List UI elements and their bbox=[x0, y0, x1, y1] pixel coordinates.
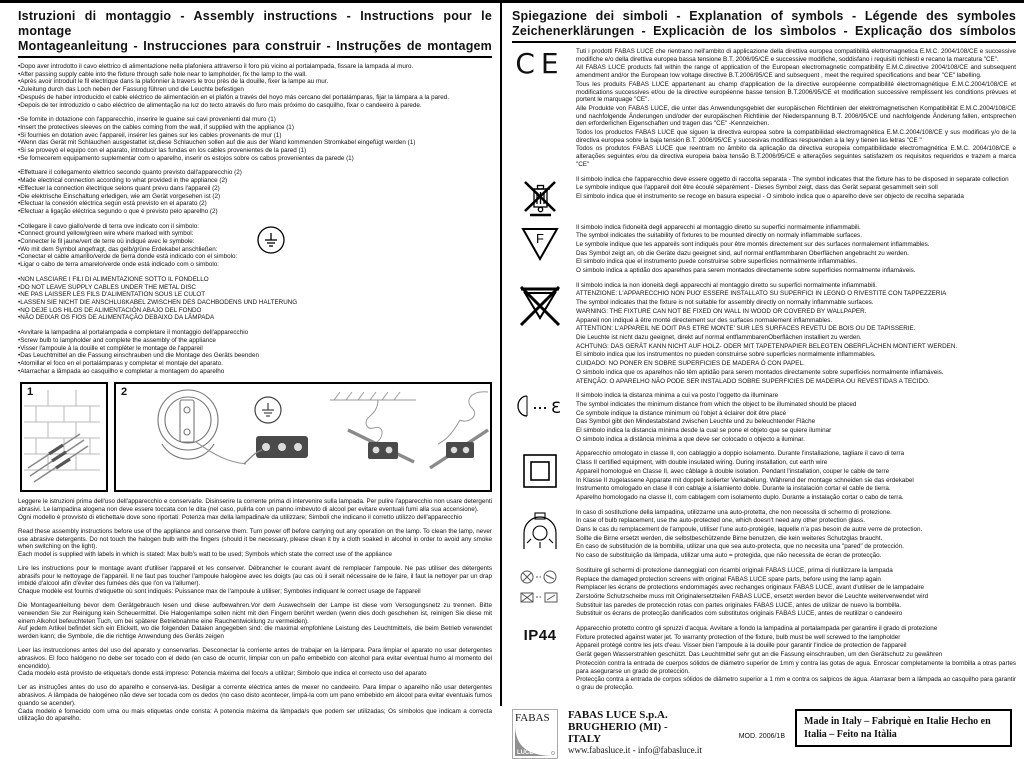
instruction-line: •Se fornite in dotazione con l'apparecchio, inserire le guaine sui cavi provenienti dal muro (1) bbox=[18, 116, 276, 124]
earth-ground-icon bbox=[256, 225, 286, 255]
model-code: MOD. 2006/1B bbox=[738, 732, 785, 740]
instruction-line: •Efectuar la conexión eléctrica según está previsto en el aparato (2) bbox=[18, 200, 207, 208]
svg-text:F: F bbox=[536, 230, 544, 246]
instruction-line: •Conectar el cable amarillo/verde de tierra donde está indicado con el simbolo: bbox=[18, 253, 238, 261]
instruction-line: •Avvitare la lampadina al portalampada e completare il montaggio dell'apparecchio bbox=[18, 329, 249, 337]
right-title-line1: Spiegazione dei simboli - Explanation of symbols - Légende des symboles bbox=[512, 9, 1016, 23]
legend-line: No caso de substituição da lâmpada, utilizar uma auto = protegida, que não necessita de écran de protecção. bbox=[576, 552, 882, 560]
instruction-line: •Se fornecerem equipamento suplementar com o aparelho, inserir os estojos sobre os cabos provenientes da parede (1) bbox=[18, 154, 354, 162]
svg-text:FABAS: FABAS bbox=[515, 711, 550, 724]
legend-line: Protección contra la entrada de cuerpos sólidos de diámetro superior de 1mm y contra las gotas de agua. Enroscar completamente la bombilla a otras partes para asegurarse un grado de protección. bbox=[576, 659, 1016, 675]
company-name: FABAS LUCE S.p.A. bbox=[568, 708, 668, 721]
instruction-line: •Depois de ter introduzido o cabo eléctrico de alimentação na luz do tecto através do furo mais próximo do casquilho, fixar o candeeiro à parede. bbox=[18, 101, 422, 109]
instruction-line: •Wenn das Gerät mit Schlauchen ausgestattet ist,diese Schlauchen sollen auf die aus der Wand kommenden Stromkabel eingefügt werden (1) bbox=[18, 139, 416, 147]
legend-line: En caso de substitución de la bombilla, utilizar una que sea auto-protecta, que no necesita una "pared" de protección. bbox=[576, 543, 904, 551]
legend-line: Le symbole indique que l'appareil doit être écoulé séparément - Dieses Symbol zeigt, dass das Gerät separat gesammelt sein soll bbox=[576, 184, 938, 192]
legend-line: In caso di sostituzione della lampadina, utilizzarne una auto-protetta, che non necessita di schermo di protezione. bbox=[576, 508, 892, 516]
legend-line: Todos os produtos FABAS LUCE que reentram no âmbito da aplicação da directiva europeia compatibilidade electromagnética E.M.C. 2004/108/CE e alterações seguintes e/ou da directiva europeia baixa tensão B.T.2006/95/CE e alterações seguintes satisfazem os requisitos requeridos e trazem a marca "CE" bbox=[576, 145, 1016, 168]
legend-line: In case of bulb replacement, use the auto-protected one, which doesn't need any other protection glass. bbox=[576, 517, 865, 525]
instruction-line: •Visser l'ampoule à la douille et compléter le montage de l'appareil bbox=[18, 344, 203, 352]
instruction-group-3 bbox=[18, 169, 492, 215]
usage-paragraph: Ler as instruções antes do uso do aparelho e conservá-las. Desligar a corrente eléctrica antes de mexer no candeeiro. Para limpar o aparelho não usar detergentes abrasivos. A lâmpada de halogéneo não deve ser tocada com os dedos (no caso disto acontecer, limpá-la com um pano embebido em álcool para evitar eventuais fumos quando se acender). Cada modelo é fornecido com uma ou mais etiquetas onde consta: A potencia máxima da lâmpada/s que podem ser utilizadas; Os símbolos que indicam a correcta utilização do aparelho. bbox=[18, 684, 492, 723]
legend-line: Le symbole indique que les appareils sont indiqués pour être montés directement sur des surfaces normalement inflammables. bbox=[576, 240, 930, 248]
weee-crossed-bin-icon bbox=[522, 178, 558, 218]
symbol-row-f-triangle bbox=[512, 224, 1016, 276]
instruction-line: •Connecter le fil jaune/vert de terre où indiqué avec le symbole: bbox=[18, 238, 195, 246]
instruction-line: •NON LASCIARE I FILI DI ALIMENTAZIONE SOTTO IL FONDELLO bbox=[18, 275, 209, 283]
assembly-instructions-column bbox=[0, 3, 500, 723]
instruction-line: •Collegare il cavo giallo/verde di terra ove indicato con il simbolo: bbox=[18, 222, 200, 230]
figure-2-number: 2 bbox=[121, 386, 128, 399]
legend-line: Protecção contra a entrada de corpos sólidos de diâmetro superior a 1 mm e contra os salpicos de água. Atarraxar bem a lâmpada ao casquilho para garantir o grau de protecção. bbox=[576, 676, 1016, 691]
legend-line: ACHTUNG: DAS GERÄT KANN NICHT AUF HOLZ- ODER MIT TAPETENPAPIER BELEGTEN OBERFLÄCHEN MONTIERT WERDEN. bbox=[576, 342, 958, 350]
instruction-line: •Zuleitung durch das Loch neben der Fassung führen und die Leuchte befestigen bbox=[18, 86, 244, 94]
legend-line: Das Symbol zeigt an, ob die Geräte dazu geeignet sind, auf normal entflammbaren Oberflächen angebracht zu werden. bbox=[576, 249, 909, 257]
legend-line: Tous les produits FABAS LUCE appartenant au champ d'application de la directive européenne compatibilité électromagnétique E.M.C.2004/108/CE et modifications successives et/ou de la directive européenne basse tension B.T.2006/95/CE et modification successive remplissent les conditions prèvues et portent le marquage "CE". bbox=[576, 80, 1016, 104]
instruction-group-2 bbox=[18, 116, 492, 162]
instruction-line: •NE PAS LAISSER LES FILS D'ALIMENTATION SOUS LE CULOT bbox=[18, 291, 206, 299]
instruction-line: •After passing supply cable into the fixture through safe hole near to lampholder, fix the lamp to the wall. bbox=[18, 70, 307, 78]
legend-line: Todos los productos FABAS LUCE que siguen la directiva europea sobre la compatibilidad electromagnética E.M.C.2004/108/CE y sus modificas y/o de la directiva europea sobre la baja tensión B.T. 2006/95/CE y succesivas modificas respuenden a la ley y tienen las letras "CE " bbox=[576, 129, 1016, 144]
legend-line: El simbolo indica que los instrumentos no pueden construirse sobre superficies normalmente inflammables. bbox=[576, 351, 876, 359]
self-protected-bulb-icon bbox=[518, 511, 562, 553]
instruction-line: •Das Leuchtmittel an die Fassung einschrauben und die Montage des Geräts beenden bbox=[18, 352, 259, 360]
left-title-line1: Istruzioni di montaggio - Assembly instructions - Instructions pour le montage bbox=[18, 9, 492, 38]
legend-line: Replace the damaged protection screens with original FABAS LUCE spare parts, before using the lamp again bbox=[576, 575, 881, 583]
usage-paragraph: Leggere le istruzioni prima dell'uso dell'apparecchio e conservarle. Disinserire la corrente prima di intervenire sulla lampada. Per pulire l'apparecchio non usare detergenti abrasivi. Le lampadina alogena non deve essere toccata con le dita (nel caso, pulirla con un panno imbevuto di alcool per evitare eventuali fumi alla sua accensione). Ogni modello è provvisto di etichetta/e dove sono riportati: Potenza max della lampadina/e da utilizzare; Simboli che indicano il corretto utilizzo dell'apparecchio bbox=[18, 498, 492, 521]
legend-line: Gerät gegen Wasserstrahlen geschützt. Das Leuchtmittel sehr gut an die Fassung einschrauben, um den Gerätschutz zu gewähren bbox=[576, 651, 943, 659]
legend-line: ATTENTION: L'APPAREIL NE DOIT PAS ETRE MONTE' SUR LES SURFACES REVETU DE BOIS OU DE TAPISSERIE. bbox=[576, 325, 916, 333]
legend-line: O simbolo indica que os aparelhos não têm aptidão para serem montados directamente sobre superficies normalmente inflamáveis. bbox=[576, 368, 944, 376]
instruction-line: •Effettuare il collegamento elettrico secondo quanto previsto dall'apparecchio (2) bbox=[18, 169, 242, 177]
legend-line: The symbol indicates the minimum distance from which the object to be illuminated should be placed bbox=[576, 400, 857, 408]
legend-line: Il simbolo indica che l'apparecchio deve essere oggetto di raccolta separata - The symbol indicates that the fixture has to be disposed in separate collection bbox=[576, 175, 1009, 183]
legend-line: CUIDADO: NO PONER EN SOBRE SUPERFICIES DE MADERA Ó CON PAPEL. bbox=[576, 360, 805, 368]
legend-line: Apparecchio protetto contro gli spruzzi d'acqua. Avvitare a fondo la lampadina al portalampada per garantire il grado di protezione bbox=[576, 625, 938, 633]
instruction-line: •Ligar o cabo de terra amarelo/verde onde está indicado com o simbolo: bbox=[18, 261, 220, 269]
legend-line: Apparecchio omologato in classe II, con cablaggio a doppio isolamento. Durante l'installazione, tagliare il cavo di terra bbox=[576, 450, 905, 458]
footer bbox=[512, 709, 1016, 759]
left-title bbox=[18, 9, 492, 58]
instruction-group-1 bbox=[18, 63, 492, 109]
legend-line: Die Leuchte ist nicht dazu geeignet, direkt auf normal entflammbarenOberflächen installiert zu werden. bbox=[576, 333, 862, 341]
instruction-line: •Après avoir introduit le fil electrique dans la plafonnier à travers le trou près de la douille, fixer la lampe au mur. bbox=[18, 78, 329, 86]
legend-line: Das Symbol gibt den Mindestabstand zwischen Leuchte und zu beleuchtender Fläche bbox=[576, 418, 816, 426]
legend-line: Aparelho homologado na classe II, com cablagem com isolamento duplo. Durante a instalação cortar o cabo de terra. bbox=[576, 493, 904, 501]
instruction-line: •Made electrical connection according to what provided in the appliance (2) bbox=[18, 177, 228, 185]
legend-line: WARNING: THE FIXTURE CAN NOT BE FIXED ON WALL IN WOOD OR COVERED BY WALLPAPER. bbox=[576, 307, 867, 315]
symbol-row-distance bbox=[512, 392, 1016, 444]
legend-line: Substituir os écrans de protecção danificados com substitutos originais FABAS LUCE, antes de reutilizar o candeeiro bbox=[576, 610, 903, 618]
usage-paragraph: Read these assembly instructions before use of the appliance and conserve them. Turn power off before carrying out any operation on the lamp. To clean the lamp, never use abrasive detergents. Do not touch the halogen bulb with the fingers (should it be necessary, please clean it by a cloth soaked in alcohol in order to avoid any smoke when switching on the light). Each model is supplied with labels in which is stated: Max bulb's watt to be used; Symbols which state the correct use of the appliance bbox=[18, 527, 492, 559]
legend-line: Appareil homologué en Classe II, avec câblage à double isolation. Pendant l'installation, couper le cable de terre bbox=[576, 467, 890, 475]
instruction-line: •Dopo aver introdotto il cavo elettrico di alimentazione nella plafoniera attraverso il foro più vicino al portalampada, fissare la lampada al muro. bbox=[18, 63, 414, 70]
usage-paragraphs bbox=[18, 498, 492, 723]
legend-line: Dans le cas du remplacement de l'ampoule, utiliser l'une auto-protégée, laquelle n'a pas besoin de autre verre de protection. bbox=[576, 526, 923, 534]
minimum-distance-icon bbox=[517, 394, 563, 418]
instruction-line: •Después de haber introducido el cable eléctrico de alimentación en el plafón a través del hoyo más cercano del portalámparas, fijar la lámpara a la pared. bbox=[18, 93, 449, 101]
company-web: www.fabasluce.it - info@fabasluce.it bbox=[568, 744, 702, 755]
instruction-line: •Effectuer la connection électrique selons quant prevu dans l'appareil (2) bbox=[18, 184, 220, 192]
instruction-line: •Connect ground yellow/green wire where marked with symbol: bbox=[18, 230, 194, 238]
instruction-line: •DO NOT LEAVE SUPPLY CABLES UNDER THE METAL DISC bbox=[18, 283, 196, 291]
instruction-line: •Insert the protectives sleeves on the cables coming from the wall, if supplied with the appliance (1) bbox=[18, 123, 294, 131]
company-block bbox=[568, 709, 703, 755]
legend-line: Alle Produkte von FABAS LUCE, die unter das Anwendungsgebiet der europäischen Richtlinien der elektromagnetischen Kompatibilität E.M.C.2004/108/CE und nachfolgende Änderungen und/oder der europäischen Richtlinie der Niederspannung B.T. 2006/95/CE und nachfolgende Änderung fallen, entsprechen den erforderlichen Eigenschaften und tragen das "CE" -Kennzeichen. bbox=[576, 104, 1016, 128]
instruction-line: •Atornillar el foco en el portalámparas y completar el montaje del aparato. bbox=[18, 359, 223, 367]
symbols-legend-column bbox=[502, 3, 1024, 756]
legend-line: Appareil protégé contre les jets d'eau. Visser bien l'ampoule à la douille pour garantir l'indice de protection de l'appareil bbox=[576, 642, 907, 650]
instruction-line: •Die elektrische Einschaltung erledigen, wie am Gerät vorgesehen ist (2) bbox=[18, 192, 221, 200]
figure-1-number: 1 bbox=[27, 386, 34, 399]
symbol-row-class2 bbox=[512, 450, 1016, 502]
legend-line: Sostituire gli schermi di protezione danneggiati con ricambi originali FABAS LUCE, prima di riutilizzare la lampada bbox=[576, 566, 893, 574]
legend-line: El simbolo indica la distancia mínima desde la cual se pone el objeto que se quiere iluminar bbox=[576, 427, 832, 435]
f-triangle-icon bbox=[520, 226, 560, 262]
made-in-italy-box: Made in Italy – Fabriquè en Italie Hecho en Italia – Feito na Itàlia bbox=[795, 709, 1012, 747]
legend-line: The symbol indicates the suitability of fixtures to be mounted directly on normaly inflammable surfaces. bbox=[576, 232, 862, 240]
company-city: BRUGHERIO (MI) - ITALY bbox=[568, 720, 668, 745]
symbol-row-weee bbox=[512, 176, 1016, 218]
legend-line: Appareil non indiqué à être monté directement sur des surfaces normalement inflammables. bbox=[576, 316, 833, 324]
protection-screens-icon bbox=[519, 569, 561, 607]
legend-line: Substituir las paredes de protección rotas con partes originales FABAS LUCE, antes de utilizar de nuevo la bombilla. bbox=[576, 601, 902, 609]
legend-line: Sollte die Birne ersetzt werden, die selbstbeschützende Birne benutzen, die kein weiteres Schutzglas braucht. bbox=[576, 534, 883, 542]
legend-line: Il simbolo indica la distanza minima a cui va posto l'oggetto da illuminare bbox=[576, 392, 779, 400]
right-title bbox=[512, 9, 1016, 43]
legend-line: All FABAS LUCE products fall within the range of application of the European electromagnetic compatibility E.M.C.directive 2004/108/CE and subsequent amendment and/or the European low voltage directive B.T.2006/95/CE and subsequent , meet the required specifications and bear "CE" labelling. bbox=[576, 64, 1016, 80]
instruction-line: •Screw bulb to lampholder and complete the assembly of the appliance bbox=[18, 336, 216, 344]
usage-paragraph: Leer las instrucciones antes del uso del aparato y conservarlas. Desconectar la corriente antes de trabajar en la lámpara. Para limpiar el aparato no usar detergentes abrasivos. El foco halógeno no debe ser tocado con el dedo (en caso de ocurrir, limpiar con un paño embebido con alcohol para evitar eventual humo al momento del encendido). Cada modelo está provisto de etiqueta/s donde está impreso: Potencia máxima del foco/s a utilizar; Simbolo que indica el correcto uso del aparato bbox=[18, 647, 492, 678]
symbol-row-screens bbox=[512, 567, 1016, 619]
legend-line: Il simbolo indica la non idoneità degli apparecchi al montaggio diretto su superfici normalmente infiammabili. bbox=[576, 281, 878, 289]
symbol-row-ce bbox=[512, 48, 1016, 170]
legend-line: Ce symbole indique la distance minimum où l'objet à éclairer doit être placé bbox=[576, 409, 787, 417]
legend-line: O simbolo indica a distância mínima a que deve ser colocado o objecto a iluminar. bbox=[576, 435, 805, 443]
symbol-row-bulb bbox=[512, 509, 1016, 561]
instruction-line: •Atarrachar a lâmpada ao casquilho e completar a montagem do aparelho bbox=[18, 367, 225, 375]
ip44-label: IP44 bbox=[523, 627, 557, 645]
legend-line: The symbol indicates that the fixture is not suitable for assembly directly on normally inflammable surfaces. bbox=[576, 299, 874, 307]
f-triangle-crossed-icon bbox=[518, 284, 562, 328]
svg-text:Ɛ: Ɛ bbox=[551, 398, 561, 418]
svg-text:LUCE: LUCE bbox=[517, 749, 534, 756]
legend-line: In Klasse II zugelassene Apparate mit doppelt isolierter Verkabelung. Während der montage schneiden sie das erdekabel bbox=[576, 476, 914, 484]
fabas-luce-logo bbox=[512, 709, 558, 759]
instruction-line: •NO DEJE LOS HILOS DE ALIMENTACIÓN ABAJO DEL FONDO bbox=[18, 306, 202, 314]
legend-line: Tuti i prodotti FABAS LUCE che rientrano nell'ambito di applicazione della direttiva europea compatibilità elettromagnetica E.M.C. 2004/108/CE e successive modifiche e/o della direttiva europea bassa tensione B.T. 2006/95/CE e successive modifiche, soddisfano i requisiti richiesti e recano la marcatura "CE". bbox=[576, 48, 1016, 63]
legend-line: El simbolo indica que el instrumento puede construirse sobre superficies normalmente inflammables. bbox=[576, 258, 858, 266]
figures-row bbox=[20, 382, 492, 492]
instruction-line: •NÃO DEIXAR OS FIOS DE ALIMENTAÇÃO DEBAIXO DA LÂMPADA bbox=[18, 314, 215, 322]
symbol-row-ip44 bbox=[512, 625, 1016, 693]
legend-line: ATTENZIONE: L'APPARECCHIO NON PUO' ESSERE INSTALLATO SU SUPERFICI IN LEGNO O RIVESTITE CON TAPPEZZERIA bbox=[576, 290, 947, 298]
legend-line: Fixture protected against water jet. To warranty protection of the fixture, bulb must be well screwed to the lampholder bbox=[576, 633, 901, 641]
figure-2-box bbox=[114, 382, 492, 492]
instruction-group-6 bbox=[18, 329, 492, 375]
legend-line: Instrumento omologado en clase II con cablaje a islamiento doble. Durante la instalación cortar el cable de tierra. bbox=[576, 485, 891, 493]
instruction-line: •Wo mit dem Symbol angefragt, das gelb/grüne Erdekabel anschließen: bbox=[18, 245, 218, 253]
legend-line: Zerstoörte Schutzscheibe muss mit Originalersetzteilen FABAS LUCE, ersetzt werden bevor die Leuchte weiterverwendet wird bbox=[576, 592, 929, 600]
instruction-group-4 bbox=[18, 223, 492, 269]
legend-line: Il simbolo indica l'idoneità degli apparecchi al montaggio diretto su superfici normalmente infiammabili. bbox=[576, 223, 861, 231]
instruction-line: •Efectuar a ligação eléctrica segundo o que é previsto pelo aparelho (2) bbox=[18, 207, 218, 215]
legend-line: Class II certified equipment, with double insulated wiring. During installation, cut earth wire bbox=[576, 459, 828, 467]
usage-paragraph: Lire les instructions pour le montage avant d'utiliser l'appareil et les conserver. Débrancher le courant avant de remplacer l'ampoule. Ne pas utiliser des détergents abrasifs pour le nettoyage de l'appareil. Il ne faut pas toucher l'ampoule halogène avec les doigts (au cas où il serait nécessaire de le faire, il faut la nettoyer par un drap imbidé d'alcool afin d'éviter des fumées dès que l'on va l'allumer). Chaque modèle est fournis d'etiquette où sont indiqués: Puissance max de l'ampoule à utiliser; Symboles indiquant le correct usage de l'appareil bbox=[18, 564, 492, 596]
ce-mark-icon: CE bbox=[515, 47, 565, 80]
symbol-row-f-crossed bbox=[512, 282, 1016, 386]
usage-paragraph: Die Montageanleitung bevor dem Gerätgebrauch lesen und diese aufbewahren.Vor dem Auswechseln der Lampe ist diese vom Versogungsnetz zu trennen. Bitte verwenden Sie zur Reinigung kein Scheuermittel. Die Halogenlampe sollen nicht mit den Fingern berührt werden (wenn dies doch geschehen ist, reinigen Sie diese mit einem Alkohol befeuchteten Tuch, um bei späterer Betriebnahme eine Rauchentwicklung zu vermeiden). Auf jedem Artikel befindet sich ein Etickett, wo die folgenden Dataien angegeben sind: die maximal empfohlene Leistung des Leuchtmittels, die beim Betrieb verwendet werden kann; die Symbole, die die richtige Anwendung des Geräts zeigen bbox=[18, 602, 492, 641]
instruction-line: •Si fournies en dotation avec l'appareil, insérer les gaines sur les cables provenants de mur (1) bbox=[18, 131, 282, 139]
instruction-group-5 bbox=[18, 276, 492, 322]
right-title-line2: Zeichenerklärungen - Explicaciòn de los sìmbolos - Explicação dos símbolos bbox=[512, 24, 1016, 38]
legend-line: O simbolo indica a aptidão dos aparelhos para serem montados directamente sobre superficies normalmente inflamáveis. bbox=[576, 267, 916, 275]
legend-line: ATENÇÃO: O APARELHO NÃO PODE SER INSTALADO SOBRE SUPERFICIES DE MADEIRA OU REVESTIDAS A TECIDO. bbox=[576, 377, 930, 385]
legend-line: El simbolo indica que el instrumento se recoge en basura especial - O simbolo indica que o aparelho deve ser objecto de recolha separada bbox=[576, 192, 964, 200]
instruction-line: •Si se proveyó el equipo con el aparato, introducir las fundas en los cables provenientes de la pared (1) bbox=[18, 147, 307, 155]
class-2-double-square-icon bbox=[521, 452, 559, 490]
figure-1-box bbox=[20, 382, 108, 492]
legend-line: Remplacer les écrans de protections endommagés avec rechanges originaux FABAS LUCE, avant d'utiliser de le lampadaire bbox=[576, 584, 925, 592]
instruction-line: •LASSEN SIE NICHT DIE ANSCHLUßKABEL ZWISCHEN DES DACHBODENS UND HALTERUNG bbox=[18, 298, 298, 306]
left-title-line2: Montageanleitung - Instrucciones para construir - Instruções de montagem bbox=[18, 39, 492, 53]
